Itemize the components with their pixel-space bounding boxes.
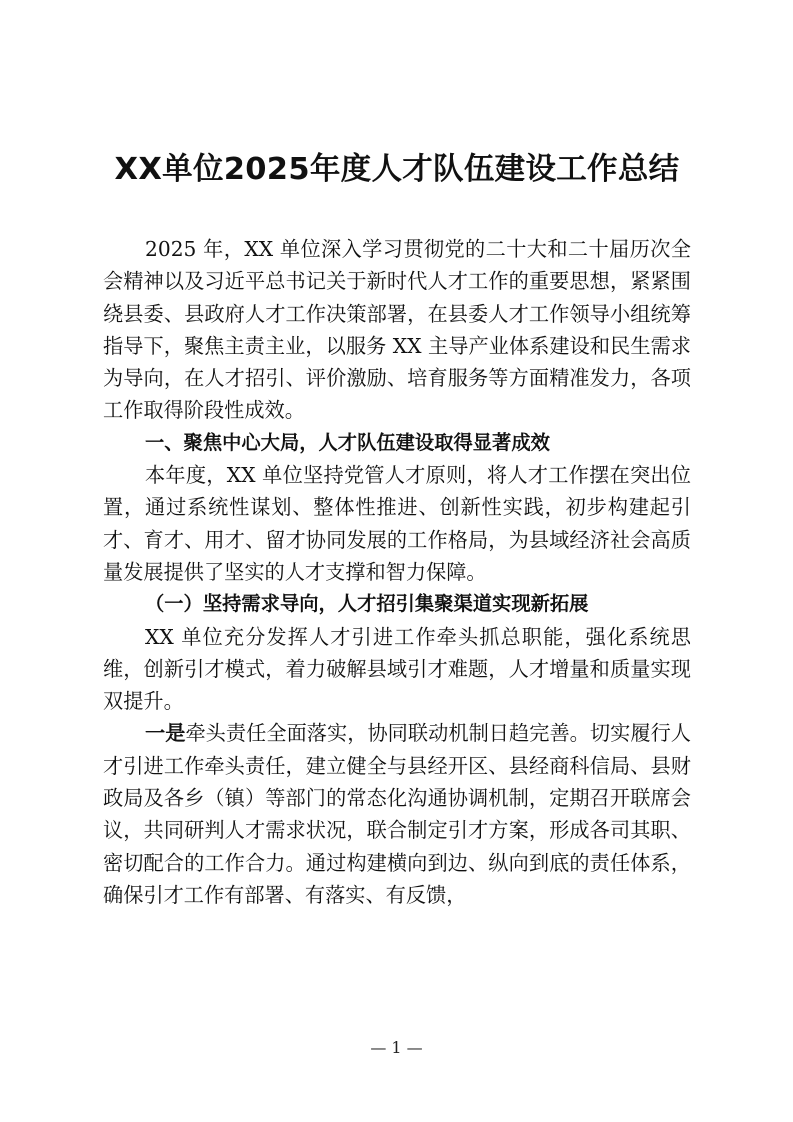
point-one-text: 牵头责任全面落实，协同联动机制日趋完善。切实履行人才引进工作牵头责任，建立健全与县经开区、县经商科信局、县财政局及各乡（镇）等部门的常态化沟通协调机制，定期召开联席会议，共同研判人才需求状况，联合制定引才方案，形成各司其职、密切配合的工作合力。通过构建横向到边、纵向到底的责任体系，确保引才工作有部署、有落实、有反馈， — [103, 721, 691, 907]
section-1-paragraph: 本年度，XX 单位坚持党管人才原则，将人才工作摆在突出位置，通过系统性谋划、整体性推进、创新性实践，初步构建起引才、育才、用才、留才协同发展的工作格局，为县域经济社会高质量发展提供了坚实的人才支撑和智力保障。 — [103, 463, 691, 584]
point-one-lead: 一是 — [145, 721, 186, 746]
page-number: — 1 — — [370, 1038, 423, 1057]
document-body — [103, 233, 691, 911]
section-heading-1: 一、聚焦中心大局，人才队伍建设取得显著成效 — [145, 430, 550, 454]
document-page — [103, 0, 691, 1122]
subsection-1-paragraph: XX 单位充分发挥人才引进工作牵头抓总职能，强化系统思维，创新引才模式，着力破解县域引才难题，人才增量和质量实现双提升。 — [103, 624, 691, 714]
subsection-heading-1: （一）坚持需求导向，人才招引集聚渠道实现新拓展 — [145, 592, 589, 616]
document-title: XX单位2025年度人才队伍建设工作总结 — [114, 152, 680, 187]
point-one-paragraph — [103, 717, 691, 911]
intro-paragraph: 2025 年，XX 单位深入学习贯彻党的二十大和二十届历次全会精神以及习近平总书记关于新时代人才工作的重要思想，紧紧围绕县委、县政府人才工作决策部署，在县委人才工作领导小组统筹指导下，聚焦主责主业，以服务 XX 主导产业体系建设和民生需求为导向，在人才招引、评价激励、培育服务等方面精准发力，各项工作取得阶段性成效。 — [103, 237, 691, 423]
